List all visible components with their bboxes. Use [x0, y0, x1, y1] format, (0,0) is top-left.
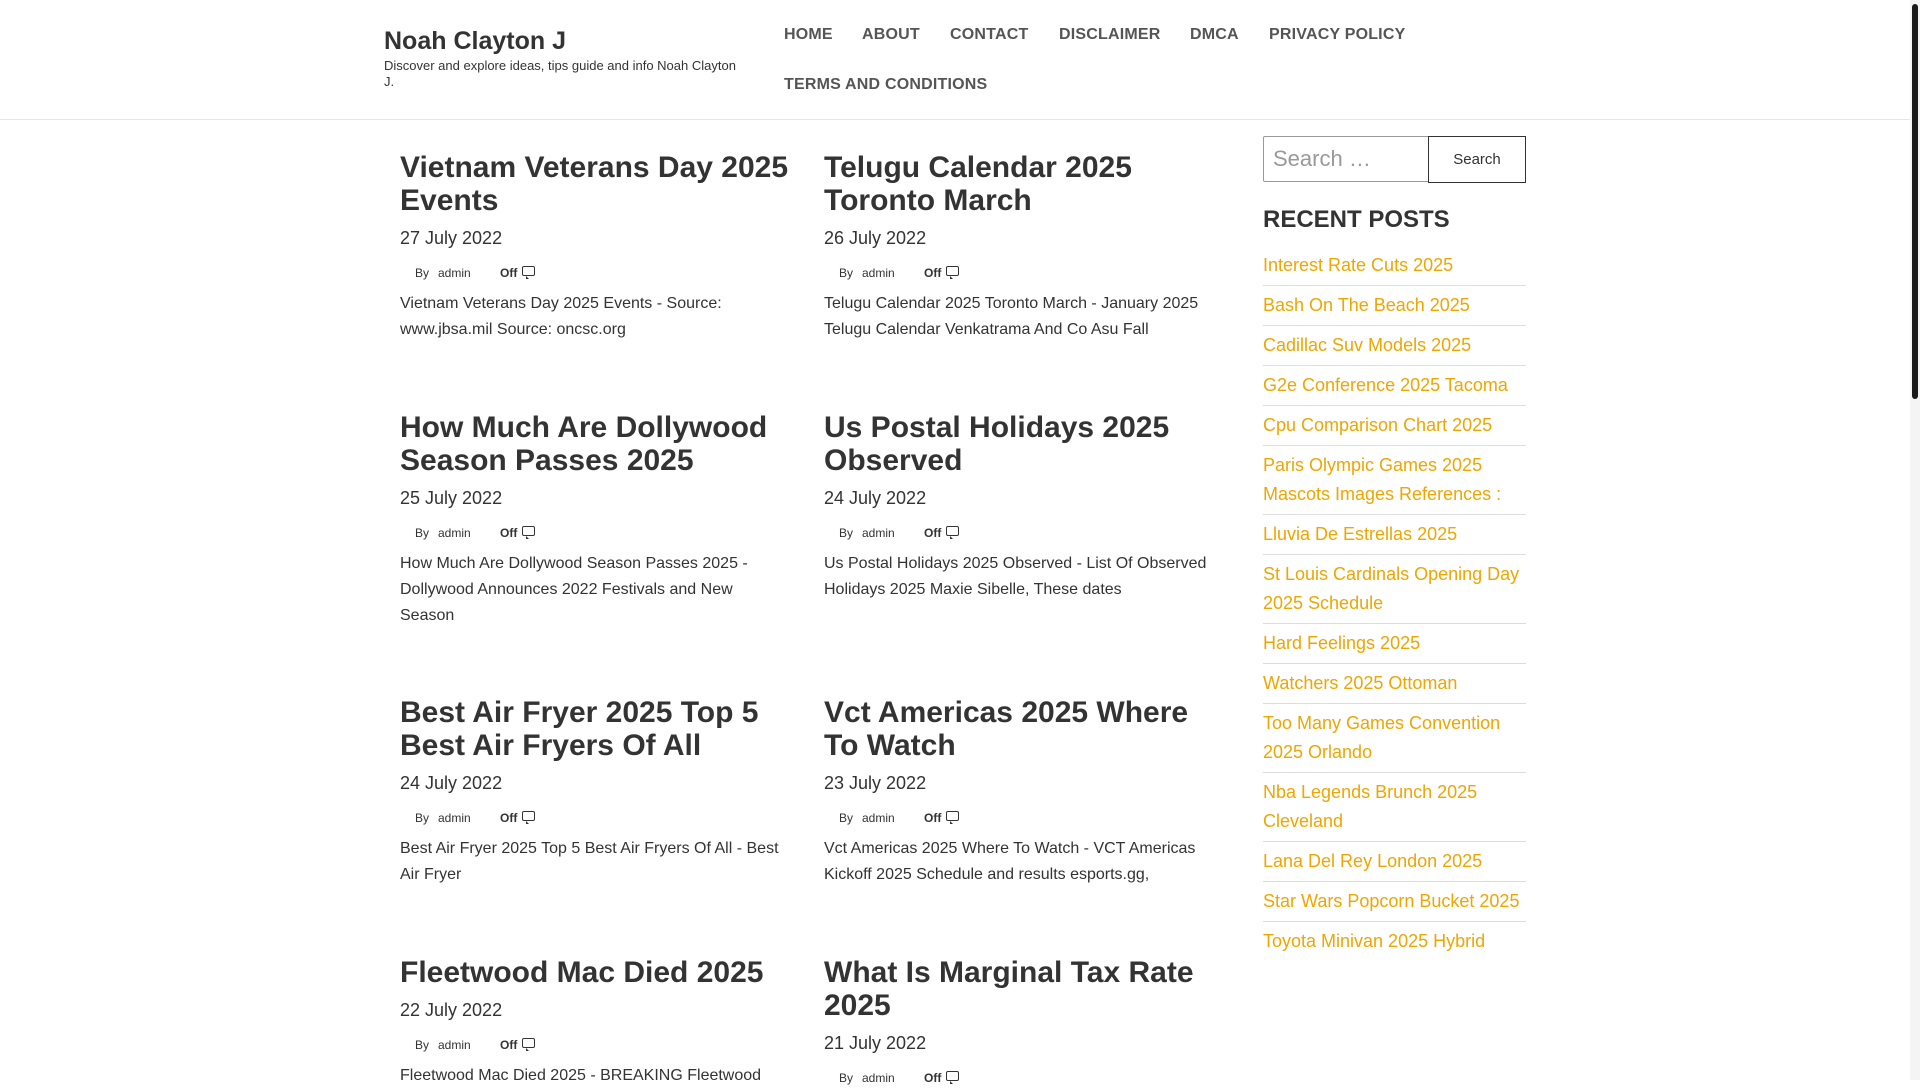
recent-posts-list [1263, 246, 1526, 961]
list-item [1263, 406, 1526, 446]
recent-post-link[interactable]: Toyota Minivan 2025 Hybrid [1263, 931, 1486, 951]
site-header [0, 0, 1910, 120]
post-date: 21 July 2022 [824, 1033, 927, 1053]
post-card [824, 956, 1214, 1087]
nav-contact[interactable]: CONTACT [950, 26, 1029, 43]
post-date: 27 July 2022 [400, 228, 503, 248]
post-card [400, 956, 790, 1089]
search-button[interactable]: Search [1428, 136, 1526, 183]
list-item [1263, 882, 1526, 922]
list-item [1263, 366, 1526, 406]
comment-icon [946, 811, 959, 821]
post-card [824, 696, 1214, 888]
list-item [1263, 326, 1526, 366]
list-item [1263, 246, 1526, 286]
byline-label: By [839, 526, 854, 540]
recent-post-link[interactable]: Star Wars Popcorn Bucket 2025 [1263, 891, 1520, 911]
scrollbar[interactable] [1910, 0, 1920, 1080]
post-author[interactable]: admin [438, 811, 471, 825]
recent-post-link[interactable]: Lluvia De Estrellas 2025 [1263, 524, 1458, 544]
site-branding [384, 28, 744, 90]
post-title[interactable]: Us Postal Holidays 2025 Observed [824, 411, 1170, 477]
post-excerpt: How Much Are Dollywood Season Passes 2025 - Dollywood Announces 2022 Festivals and New Season [400, 555, 748, 624]
scrollbar-thumb[interactable] [1912, 4, 1918, 399]
nav-dmca[interactable]: DMCA [1190, 26, 1239, 43]
list-item [1263, 842, 1526, 882]
site-description: Discover and explore ideas, tips guide and info Noah Clayton J. [384, 58, 736, 89]
post-meta [400, 1038, 790, 1054]
recent-post-link[interactable]: Too Many Games Convention 2025 Orlando [1263, 713, 1501, 762]
post-meta [400, 526, 790, 542]
post-title[interactable]: How Much Are Dollywood Season Passes 2025 [400, 411, 768, 477]
recent-post-link[interactable]: Lana Del Rey London 2025 [1263, 851, 1483, 871]
post-date: 24 July 2022 [400, 773, 503, 793]
comments-status: Off [500, 1038, 518, 1052]
list-item [1263, 624, 1526, 664]
comments-status: Off [500, 526, 518, 540]
post-card [824, 411, 1214, 603]
post-title[interactable]: Vietnam Veterans Day 2025 Events [400, 151, 789, 217]
nav-home[interactable]: HOME [784, 26, 833, 43]
post-date: 26 July 2022 [824, 228, 927, 248]
post-excerpt: Us Postal Holidays 2025 Observed - List Of Observed Holidays 2025 Maxie Sibelle, These dates [824, 555, 1207, 598]
recent-posts-heading: RECENT POSTS [1263, 206, 1450, 233]
post-meta [824, 526, 1214, 542]
comment-icon [522, 811, 535, 821]
comment-icon [522, 1038, 535, 1048]
byline-label: By [839, 811, 854, 825]
post-meta [400, 811, 790, 827]
post-card [400, 696, 790, 888]
list-item [1263, 704, 1526, 773]
nav-disclaimer[interactable]: DISCLAIMER [1059, 26, 1161, 43]
post-card [400, 411, 790, 629]
post-title[interactable]: Telugu Calendar 2025 Toronto March [824, 151, 1132, 217]
post-excerpt: Telugu Calendar 2025 Toronto March - January 2025 Telugu Calendar Venkatrama And Co Asu Fall [824, 295, 1199, 338]
list-item [1263, 773, 1526, 842]
post-date: 24 July 2022 [824, 488, 927, 508]
site-title[interactable]: Noah Clayton J [384, 27, 566, 55]
recent-post-link[interactable]: G2e Conference 2025 Tacoma [1263, 375, 1508, 395]
list-item [1263, 515, 1526, 555]
comments-status: Off [500, 266, 518, 280]
post-meta [824, 811, 1214, 827]
list-item [1263, 922, 1526, 961]
comments-status: Off [924, 1071, 942, 1085]
byline-label: By [839, 266, 854, 280]
post-excerpt: Best Air Fryer 2025 Top 5 Best Air Fryers Of All - Best Air Fryer [400, 840, 779, 883]
post-author[interactable]: admin [438, 526, 471, 540]
post-meta [824, 266, 1214, 282]
list-item [1263, 555, 1526, 624]
comments-status: Off [924, 526, 942, 540]
comments-status: Off [924, 811, 942, 825]
list-item [1263, 664, 1526, 704]
nav-about[interactable]: ABOUT [862, 26, 920, 43]
recent-post-link[interactable]: Bash On The Beach 2025 [1263, 295, 1470, 315]
post-excerpt: Vct Americas 2025 Where To Watch - VCT Americas Kickoff 2025 Schedule and results esports.gg, [824, 840, 1196, 883]
recent-post-link[interactable]: Interest Rate Cuts 2025 [1263, 255, 1454, 275]
post-title[interactable]: Best Air Fryer 2025 Top 5 Best Air Fryers Of All [400, 696, 759, 762]
post-author[interactable]: admin [862, 266, 895, 280]
post-date: 23 July 2022 [824, 773, 927, 793]
list-item [1263, 446, 1526, 515]
comment-icon [946, 266, 959, 276]
post-date: 22 July 2022 [400, 1000, 503, 1020]
post-meta [400, 266, 790, 282]
post-title[interactable]: Vct Americas 2025 Where To Watch [824, 696, 1189, 762]
list-item [1263, 286, 1526, 326]
recent-post-link[interactable]: Hard Feelings 2025 [1263, 633, 1421, 653]
nav-privacy-policy[interactable]: PRIVACY POLICY [1269, 26, 1406, 43]
byline-label: By [415, 1038, 430, 1052]
byline-label: By [415, 266, 430, 280]
comment-icon [946, 526, 959, 536]
recent-post-link[interactable]: Watchers 2025 Ottoman [1263, 673, 1458, 693]
recent-post-link[interactable]: Nba Legends Brunch 2025 Cleveland [1263, 782, 1478, 831]
recent-post-link[interactable]: St Louis Cardinals Opening Day 2025 Schedule [1263, 564, 1520, 613]
post-author[interactable]: admin [862, 526, 895, 540]
post-excerpt: Vietnam Veterans Day 2025 Events - Source: www.jbsa.mil Source: oncsc.org [400, 295, 722, 338]
post-author[interactable]: admin [862, 811, 895, 825]
recent-post-link[interactable]: Paris Olympic Games 2025 Mascots Images References : [1263, 455, 1502, 504]
post-meta [824, 1071, 1214, 1087]
comment-icon [522, 266, 535, 276]
comments-status: Off [924, 266, 942, 280]
post-card [824, 151, 1214, 343]
post-author[interactable]: admin [438, 266, 471, 280]
post-date: 25 July 2022 [400, 488, 503, 508]
post-author[interactable]: admin [862, 1071, 895, 1085]
comment-icon [522, 526, 535, 536]
byline-label: By [839, 1071, 854, 1085]
post-card [400, 151, 790, 343]
recent-post-link[interactable]: Cadillac Suv Models 2025 [1263, 335, 1472, 355]
post-author[interactable]: admin [438, 1038, 471, 1052]
post-title[interactable]: What Is Marginal Tax Rate 2025 [824, 956, 1194, 1022]
search-input[interactable] [1263, 136, 1436, 182]
recent-post-link[interactable]: Cpu Comparison Chart 2025 [1263, 415, 1493, 435]
byline-label: By [415, 526, 430, 540]
nav-terms[interactable]: TERMS AND CONDITIONS [784, 76, 988, 93]
post-title[interactable]: Fleetwood Mac Died 2025 [400, 956, 764, 989]
comments-status: Off [500, 811, 518, 825]
post-excerpt: Fleetwood Mac Died 2025 - BREAKING Fleetwood [400, 1067, 762, 1084]
byline-label: By [415, 811, 430, 825]
